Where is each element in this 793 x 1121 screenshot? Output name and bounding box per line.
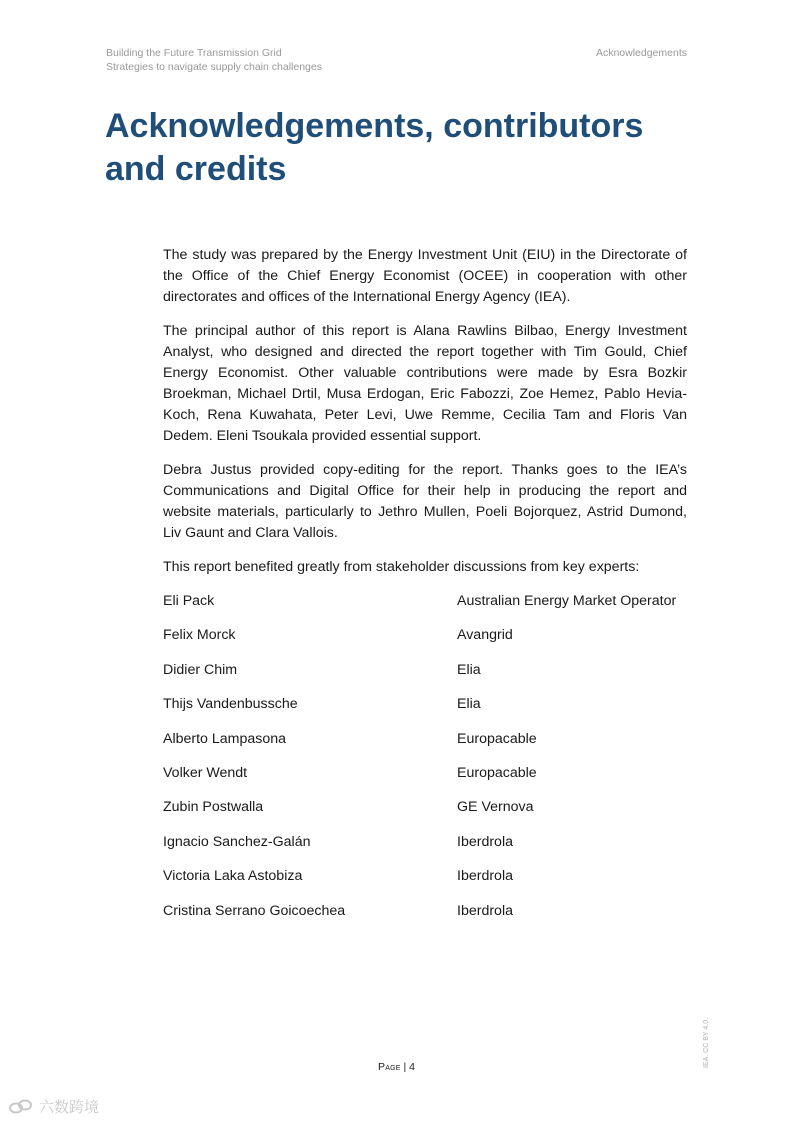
expert-name: Felix Morck (163, 627, 236, 644)
expert-organization: Australian Energy Market Operator (457, 593, 677, 609)
expert-organization: Europacable (457, 764, 537, 781)
list-item (163, 799, 693, 833)
report-title: Building the Future Transmission Grid (106, 47, 282, 59)
body-text (163, 245, 687, 591)
expert-organization: Elia (457, 661, 481, 678)
experts-list (163, 593, 693, 937)
expert-organization: Elia (457, 696, 481, 713)
running-header-left (106, 47, 322, 74)
expert-organization: Iberdrola (457, 902, 513, 919)
expert-name: Volker Wendt (163, 764, 248, 781)
page-title: Acknowledgements, contributors and credits (105, 107, 644, 188)
expert-name: Cristina Serrano Goicoechea (163, 902, 346, 919)
watermark-text: 六数跨境 (39, 1099, 100, 1116)
watermark (8, 1096, 99, 1117)
list-item (163, 696, 693, 730)
expert-organization: Europacable (457, 730, 537, 747)
paragraph: The principal author of this report is Alana Rawlins Bilbao, Energy Investment Analyst, who designed and directed the report together with Tim Gould, Chief Energy Economist. Other valuable contributions were made by Esra Bozkir Broekman, Michael Drtil, Musa Erdogan, Eric Fabozzi, Zoe Hemez, Pablo Hevia-Koch, Rena Kuwahata, Peter Levi, Uwe Remme, Cecilia Tam and Floris Van Dedem. Eleni Tsoukala provided essential support. (163, 323, 687, 444)
expert-organization: Iberdrola (457, 868, 513, 885)
report-subtitle: Strategies to navigate supply chain challenges (106, 60, 322, 73)
list-item (163, 765, 693, 799)
paragraph: The study was prepared by the Energy Investment Unit (EIU) in the Directorate of the Office of the Chief Energy Economist (OCEE) in cooperation with other directorates and offices of the International Energy Agency (IEA). (163, 247, 687, 305)
page-separator: | (400, 1061, 410, 1073)
license-note: IEA. CC BY 4.0. (703, 1017, 710, 1068)
expert-name: Thijs Vandenbussche (163, 696, 298, 713)
paragraph: This report benefited greatly from stakeholder discussions from key experts: (163, 559, 640, 575)
expert-name: Alberto Lampasona (163, 730, 287, 747)
page-label: Page (378, 1061, 401, 1073)
list-item (163, 834, 693, 868)
expert-name: Ignacio Sanchez-Galán (163, 833, 311, 850)
expert-name: Zubin Postwalla (163, 799, 264, 816)
expert-name: Victoria Laka Astobiza (163, 868, 303, 885)
expert-organization: GE Vernova (457, 799, 534, 816)
expert-organization: Iberdrola (457, 833, 513, 850)
list-item (163, 627, 693, 661)
expert-name: Eli Pack (163, 593, 215, 609)
list-item (163, 903, 693, 937)
page-footer (0, 1061, 793, 1073)
expert-organization: Avangrid (457, 627, 513, 644)
list-item (163, 731, 693, 765)
expert-name: Didier Chim (163, 661, 238, 678)
list-item (163, 868, 693, 902)
chain-link-icon (8, 1099, 34, 1115)
list-item (163, 593, 693, 627)
list-item (163, 662, 693, 696)
page-number: 4 (409, 1061, 415, 1073)
running-header-section: Acknowledgements (595, 47, 687, 59)
paragraph: Debra Justus provided copy-editing for the report. Thanks goes to the IEA’s Communications and Digital Office for their help in producing the report and website materials, particularly to Jethro Mullen, Poeli Bojorquez, Astrid Dumond, Liv Gaunt and Clara Vallois. (163, 462, 687, 541)
